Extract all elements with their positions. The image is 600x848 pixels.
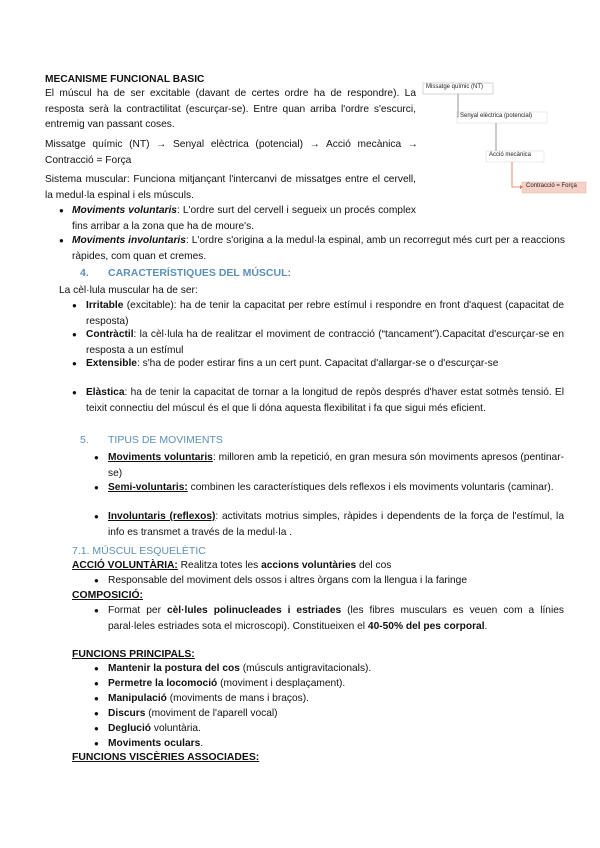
bullet: ●	[94, 664, 99, 673]
list-item: Mantenir la postura del cos (músculs antigravitacionals).	[108, 663, 372, 674]
sistema-paragraph: Sistema muscular: Funciona mitjançant l'intercanvi de missatges entre el cervell, la medul·la espinal i els músculs.	[45, 174, 416, 201]
list-item: Contràctil: la cèl·lula ha de realitzar el moviment de contracció (“tancament”).Capacitat d'escurçar-se en resposta a un estímul	[86, 329, 564, 356]
list-item: Discurs (moviment de l'aparell vocal)	[108, 708, 278, 719]
list-item: Moviments voluntaris: L'ordre surt del cervell i segueix un procés complex fins arribar a la zona que ha de moure's.	[72, 205, 416, 232]
section-5-title: TIPUS DE MOVIMENTS	[108, 434, 223, 446]
section-4-intro: La cèl·lula muscular ha de ser:	[59, 285, 198, 296]
bullet: ●	[72, 359, 77, 368]
bullet: ●	[59, 206, 64, 215]
list-item: Irritable (excitable): ha de tenir la capacitat per rebre estímul i respondre en front d'aquest (capacitat de resposta)	[86, 300, 564, 327]
chain-paragraph: Missatge químic (NT) → Senyal elèctrica (potencial) → Acció mecànica → Contracció = Força	[45, 139, 418, 166]
list-item: Moviments involuntaris: L'ordre s'origina a la medul·la espinal, amb un recorregut més curt per a reaccions ràpides, com quan et cremes.	[72, 235, 565, 262]
intro-paragraph: El múscul ha de ser excitable (davant de certes ordre ha de respondre). La resposta serà la contractilitat (escurçar-se). Entre quan arriba l'ordre s'escurci, entremig van passant coses.	[45, 88, 416, 130]
accio-voluntaria-line: ACCIÓ VOLUNTÀRIA: Realitza totes les accions voluntàries del cos	[72, 560, 392, 571]
list-item: Deglució voluntària.	[108, 723, 201, 734]
funcions-label: FUNCIONS PRINCIPALS:	[72, 649, 195, 660]
flow-diagram	[420, 78, 590, 198]
bullet: ●	[94, 453, 99, 462]
list-item: Involuntaris (reflexos): activitats motrius simples, ràpides i dependents de la força de l'estímul, la info es transmet a través de la medul·la .	[108, 511, 564, 538]
page-title: MECANISME FUNCIONAL BASIC	[45, 74, 205, 85]
visceres-label: FUNCIONS VISCÈRIES ASSOCIADES:	[72, 752, 260, 763]
list-item: Semi-voluntaris: combinen les característiques dels reflexos i els moviments voluntaris (caminar).	[108, 482, 554, 493]
list-item: Extensible: s'ha de poder estirar fins a un cert punt. Capacitat d'allargar-se o d'escurçar-se	[86, 358, 499, 369]
list-item: Permetre la locomoció (moviment i desplaçament).	[108, 678, 346, 689]
list-item: Moviments oculars.	[108, 738, 204, 749]
bullet: ●	[94, 512, 99, 521]
composicio-label: COMPOSICIÓ:	[72, 590, 144, 601]
diagram-box-2: Senyal elèctrica (potencial)	[460, 113, 533, 119]
bullet: ●	[94, 576, 99, 585]
bullet: ●	[94, 739, 99, 748]
list-item: Responsable del moviment dels ossos i altres òrgans com la llengua i la faringe	[108, 575, 468, 586]
section-5-number: 5.	[80, 434, 89, 446]
bullet: ●	[94, 709, 99, 718]
bullet: ●	[94, 483, 99, 492]
diagram-box-4: Contracció = Força	[526, 183, 577, 189]
list-item: Manipulació (moviments de mans i braços).	[108, 693, 309, 704]
diagram-box-3: Acció mecànica	[489, 152, 532, 158]
bullet: ●	[94, 694, 99, 703]
section-7-1-title: 7.1. MÚSCUL ESQUELÈTIC	[72, 545, 206, 557]
diagram-box-1: Missatge químic (NT)	[426, 84, 484, 90]
list-item: Format per cèl·lules polinucleades i estriades (les fibres musculars es veuen com a línies paral·leles estriades sota el microscopi). Constitueixen el 40-50% del pes corporal.	[108, 605, 564, 632]
bullet: ●	[94, 679, 99, 688]
bullet: ●	[72, 388, 77, 397]
bullet: ●	[59, 236, 64, 245]
section-4-number: 4.	[80, 267, 89, 279]
diagram-arrows	[420, 78, 590, 198]
bullet: ●	[94, 606, 99, 615]
bullet: ●	[94, 724, 99, 733]
section-4-title: CARACTERÍSTIQUES DEL MÚSCUL:	[108, 267, 291, 279]
list-item: Elàstica: ha de tenir la capacitat de tornar a la longitud de repòs després d'haver estat sotmès tensió. El teixit connectiu del múscul és el que li dóna aquesta flexibilitat i fa que sigui més eficient.	[86, 387, 564, 414]
list-item: Moviments voluntaris: milloren amb la repetició, en gran mesura són moviments apresos (pentinar-se)	[108, 452, 564, 479]
bullet: ●	[72, 301, 77, 310]
bullet: ●	[72, 330, 77, 339]
